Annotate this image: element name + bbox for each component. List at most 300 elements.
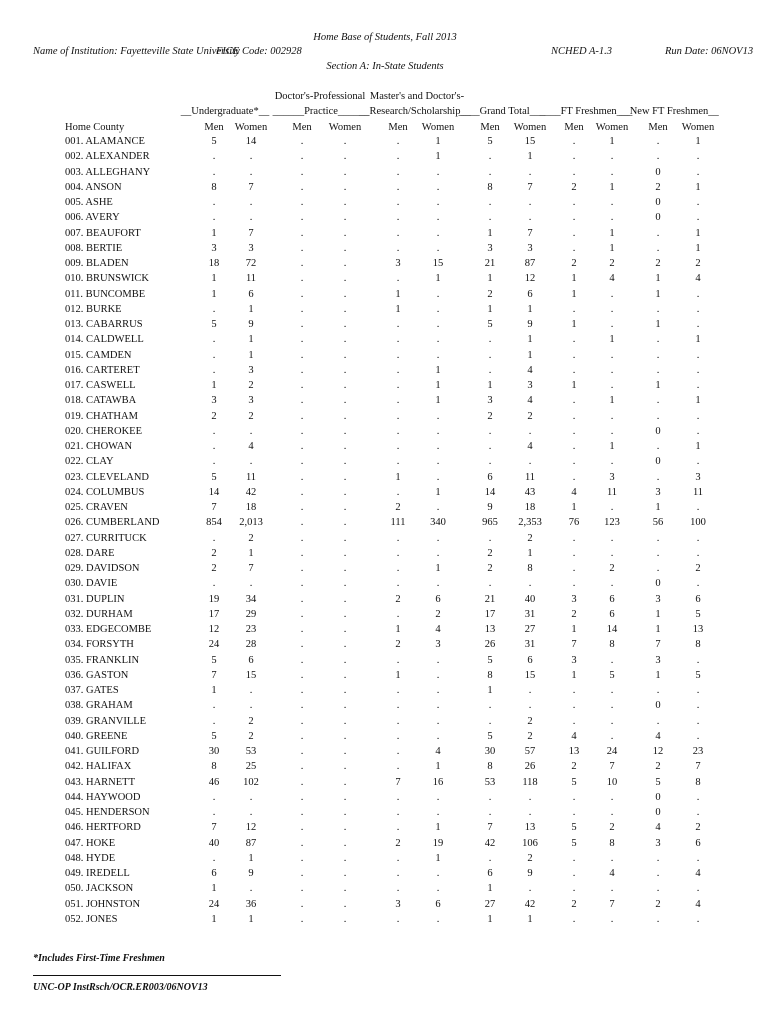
county-name: 003. ALLEGHANY bbox=[65, 166, 151, 178]
table-cell: 1 bbox=[211, 883, 217, 895]
table-cell: 6 bbox=[609, 593, 615, 605]
table-cell: . bbox=[656, 913, 660, 925]
table-cell: 2 bbox=[609, 822, 615, 834]
table-cell: 2 bbox=[527, 532, 533, 544]
table-cell: . bbox=[488, 791, 492, 803]
table-cell: . bbox=[396, 791, 400, 803]
table-cell: . bbox=[696, 807, 700, 818]
table-cell: 3 bbox=[571, 654, 577, 666]
table-cell: 5 bbox=[695, 669, 701, 681]
table-cell: 1 bbox=[527, 303, 533, 315]
table-cell: 24 bbox=[208, 639, 220, 651]
table-cell: . bbox=[436, 349, 440, 361]
table-cell: . bbox=[572, 868, 576, 879]
table-cell: . bbox=[300, 913, 304, 925]
county-name: 026. CUMBERLAND bbox=[65, 517, 160, 529]
table-cell: 2 bbox=[527, 715, 533, 727]
table-cell: . bbox=[488, 715, 492, 727]
table-cell: 87 bbox=[245, 837, 257, 849]
table-cell: 4 bbox=[695, 898, 701, 910]
table-cell: 12 bbox=[245, 822, 257, 834]
table-cell: . bbox=[572, 791, 576, 803]
table-row bbox=[0, 761, 770, 776]
table-cell: 1 bbox=[248, 303, 254, 315]
table-cell: . bbox=[436, 532, 440, 544]
table-cell: . bbox=[610, 303, 614, 315]
table-cell: . bbox=[300, 547, 304, 559]
table-cell: . bbox=[300, 700, 304, 712]
county-name: 009. BLADEN bbox=[65, 258, 129, 269]
table-cell: . bbox=[696, 349, 700, 361]
table-cell: . bbox=[396, 486, 400, 498]
table-cell: 6 bbox=[248, 654, 254, 666]
table-cell: . bbox=[696, 502, 700, 513]
table-row bbox=[0, 868, 770, 883]
table-cell: 0 bbox=[655, 456, 661, 468]
table-cell: . bbox=[572, 364, 576, 376]
table-cell: 1 bbox=[571, 380, 577, 391]
table-cell: 4 bbox=[527, 395, 533, 407]
col-group-prof: ______Practice______ bbox=[272, 106, 370, 117]
table-cell: . bbox=[343, 349, 347, 361]
table-row bbox=[0, 533, 770, 548]
table-cell: 8 bbox=[695, 776, 701, 788]
table-cell: . bbox=[396, 181, 400, 193]
table-cell: . bbox=[343, 532, 347, 544]
table-cell: 13 bbox=[692, 624, 704, 635]
table-cell: . bbox=[396, 242, 400, 254]
table-cell: . bbox=[436, 166, 440, 178]
table-cell: . bbox=[610, 791, 614, 803]
table-cell: 29 bbox=[245, 608, 257, 620]
table-cell: . bbox=[696, 685, 700, 696]
table-cell: 26 bbox=[524, 761, 536, 773]
table-cell: 111 bbox=[390, 517, 406, 529]
women-header: Women bbox=[595, 122, 629, 133]
table-cell: . bbox=[696, 212, 700, 224]
table-cell: 2 bbox=[655, 898, 661, 910]
table-cell: . bbox=[300, 242, 304, 254]
table-cell: 2 bbox=[487, 288, 493, 300]
table-cell: . bbox=[343, 822, 347, 834]
table-row bbox=[0, 212, 770, 227]
women-header: Women bbox=[328, 122, 362, 133]
table-cell: 6 bbox=[211, 868, 217, 879]
table-cell: . bbox=[436, 913, 440, 925]
table-cell: 87 bbox=[524, 258, 536, 269]
table-cell: . bbox=[528, 166, 532, 178]
col-group-grand-total: ____Grand Total___ bbox=[458, 106, 546, 117]
table-cell: . bbox=[396, 685, 400, 696]
table-cell: 1 bbox=[695, 334, 701, 346]
table-cell: . bbox=[396, 730, 400, 742]
table-row bbox=[0, 182, 770, 197]
table-cell: . bbox=[436, 441, 440, 452]
table-cell: . bbox=[396, 456, 400, 468]
table-cell: . bbox=[436, 242, 440, 254]
table-cell: 2 bbox=[248, 410, 254, 422]
table-cell: . bbox=[436, 212, 440, 224]
table-cell: . bbox=[610, 212, 614, 224]
table-row bbox=[0, 624, 770, 639]
table-cell: . bbox=[212, 852, 216, 864]
table-cell: 13 bbox=[484, 624, 496, 635]
table-cell: . bbox=[528, 212, 532, 224]
table-cell: . bbox=[212, 151, 216, 163]
table-cell: 1 bbox=[487, 913, 493, 925]
table-cell: . bbox=[656, 685, 660, 696]
table-cell: . bbox=[343, 715, 347, 727]
county-name: 027. CURRITUCK bbox=[65, 532, 147, 544]
table-cell: . bbox=[212, 349, 216, 361]
table-cell: 9 bbox=[487, 502, 493, 513]
table-cell: . bbox=[528, 791, 532, 803]
table-cell: . bbox=[572, 852, 576, 864]
table-cell: 2 bbox=[211, 410, 217, 422]
county-name: 029. DAVIDSON bbox=[65, 563, 140, 574]
table-cell: . bbox=[572, 547, 576, 559]
table-cell: . bbox=[488, 334, 492, 346]
report-code: NCHED A-1.3 bbox=[551, 46, 613, 57]
table-cell: . bbox=[396, 563, 400, 574]
table-row bbox=[0, 822, 770, 837]
table-cell: . bbox=[396, 273, 400, 285]
table-cell: . bbox=[488, 166, 492, 178]
table-cell: 4 bbox=[609, 273, 615, 285]
table-cell: 27 bbox=[484, 898, 496, 910]
table-cell: 13 bbox=[568, 746, 580, 757]
table-cell: 4 bbox=[655, 822, 661, 834]
table-cell: 2 bbox=[395, 837, 401, 849]
table-cell: 1 bbox=[609, 242, 615, 254]
table-cell: . bbox=[300, 258, 304, 269]
table-cell: 1 bbox=[211, 685, 217, 696]
table-cell: . bbox=[696, 730, 700, 742]
table-cell: . bbox=[610, 807, 614, 818]
table-cell: . bbox=[343, 288, 347, 300]
table-cell: 1 bbox=[527, 151, 533, 163]
table-cell: . bbox=[300, 852, 304, 864]
table-cell: 1 bbox=[435, 486, 441, 498]
table-cell: . bbox=[488, 456, 492, 468]
table-cell: 16 bbox=[432, 776, 444, 788]
table-cell: . bbox=[572, 456, 576, 468]
county-name: 017. CASWELL bbox=[65, 380, 136, 391]
table-cell: . bbox=[528, 425, 532, 437]
table-row bbox=[0, 777, 770, 792]
table-cell: . bbox=[343, 685, 347, 696]
table-cell: . bbox=[212, 807, 216, 818]
table-cell: 11 bbox=[606, 486, 618, 498]
table-cell: . bbox=[300, 395, 304, 407]
table-cell: . bbox=[343, 456, 347, 468]
table-cell: . bbox=[610, 288, 614, 300]
table-cell: . bbox=[396, 441, 400, 452]
table-cell: . bbox=[396, 197, 400, 208]
table-cell: . bbox=[610, 502, 614, 513]
table-cell: 1 bbox=[435, 563, 441, 574]
table-cell: 0 bbox=[655, 197, 661, 208]
table-cell: 1 bbox=[487, 380, 493, 391]
table-cell: . bbox=[696, 654, 700, 666]
table-cell: . bbox=[610, 166, 614, 178]
table-cell: . bbox=[696, 715, 700, 727]
table-cell: . bbox=[249, 197, 253, 208]
table-cell: . bbox=[488, 425, 492, 437]
table-cell: . bbox=[212, 532, 216, 544]
table-cell: 2 bbox=[527, 410, 533, 422]
table-cell: 9 bbox=[527, 868, 533, 879]
table-cell: 5 bbox=[487, 319, 493, 330]
table-cell: 1 bbox=[655, 380, 661, 391]
table-cell: . bbox=[212, 303, 216, 315]
table-cell: . bbox=[300, 456, 304, 468]
table-cell: 42 bbox=[484, 837, 496, 849]
table-cell: . bbox=[396, 608, 400, 620]
table-cell: 1 bbox=[571, 288, 577, 300]
table-cell: . bbox=[436, 654, 440, 666]
table-cell: 1 bbox=[609, 181, 615, 193]
footer-code: UNC-OP InstRsch/OCR.ER003/06NOV13 bbox=[33, 982, 208, 993]
table-cell: 3 bbox=[609, 471, 615, 483]
table-cell: . bbox=[343, 380, 347, 391]
table-row bbox=[0, 548, 770, 563]
county-name: 045. HENDERSON bbox=[65, 807, 150, 818]
table-cell: 3 bbox=[527, 380, 533, 391]
table-cell: 1 bbox=[655, 669, 661, 681]
table-cell: . bbox=[436, 547, 440, 559]
table-cell: . bbox=[343, 776, 347, 788]
table-cell: 3 bbox=[395, 898, 401, 910]
table-cell: . bbox=[249, 212, 253, 224]
table-cell: . bbox=[343, 181, 347, 193]
table-cell: . bbox=[396, 212, 400, 224]
table-cell: . bbox=[572, 913, 576, 925]
table-cell: 2 bbox=[487, 563, 493, 574]
table-cell: 118 bbox=[522, 776, 538, 788]
table-cell: 12 bbox=[208, 624, 220, 635]
table-cell: 1 bbox=[655, 288, 661, 300]
table-cell: . bbox=[249, 807, 253, 818]
county-name: 031. DUPLIN bbox=[65, 593, 125, 605]
table-row bbox=[0, 380, 770, 395]
table-cell: . bbox=[300, 761, 304, 773]
col-group-top-prof: Doctor's-Professional bbox=[274, 91, 366, 102]
table-cell: 1 bbox=[609, 395, 615, 407]
table-cell: . bbox=[656, 441, 660, 452]
table-cell: . bbox=[300, 791, 304, 803]
table-cell: . bbox=[656, 852, 660, 864]
table-cell: . bbox=[696, 913, 700, 925]
table-cell: 5 bbox=[211, 136, 217, 147]
table-cell: . bbox=[656, 410, 660, 422]
table-cell: . bbox=[300, 364, 304, 376]
table-cell: 24 bbox=[606, 746, 618, 757]
table-cell: . bbox=[300, 166, 304, 178]
table-cell: 14 bbox=[208, 486, 220, 498]
table-cell: 4 bbox=[695, 868, 701, 879]
table-cell: 18 bbox=[524, 502, 536, 513]
table-cell: 9 bbox=[527, 319, 533, 330]
table-cell: . bbox=[696, 883, 700, 895]
table-cell: . bbox=[656, 364, 660, 376]
table-cell: 6 bbox=[695, 593, 701, 605]
table-cell: . bbox=[488, 578, 492, 590]
table-cell: . bbox=[610, 715, 614, 727]
county-name: 013. CABARRUS bbox=[65, 319, 143, 330]
table-cell: 2 bbox=[695, 822, 701, 834]
table-row bbox=[0, 395, 770, 410]
table-cell: 2 bbox=[571, 181, 577, 193]
table-cell: . bbox=[343, 273, 347, 285]
county-name: 043. HARNETT bbox=[65, 776, 135, 788]
table-cell: 2 bbox=[211, 563, 217, 574]
table-cell: . bbox=[572, 425, 576, 437]
county-name: 022. CLAY bbox=[65, 456, 114, 468]
county-name: 025. CRAVEN bbox=[65, 502, 128, 513]
table-cell: . bbox=[300, 212, 304, 224]
table-cell: . bbox=[396, 364, 400, 376]
table-cell: 5 bbox=[655, 776, 661, 788]
table-cell: 1 bbox=[527, 349, 533, 361]
table-cell: . bbox=[436, 456, 440, 468]
table-cell: 19 bbox=[432, 837, 444, 849]
table-cell: . bbox=[436, 288, 440, 300]
table-cell: 3 bbox=[655, 486, 661, 498]
table-cell: 56 bbox=[652, 517, 664, 529]
table-cell: . bbox=[488, 349, 492, 361]
table-cell: 7 bbox=[527, 181, 533, 193]
county-name: 042. HALIFAX bbox=[65, 761, 132, 773]
table-cell: 2 bbox=[571, 258, 577, 269]
table-cell: 1 bbox=[527, 913, 533, 925]
table-cell: . bbox=[396, 395, 400, 407]
table-cell: 40 bbox=[524, 593, 536, 605]
table-cell: . bbox=[656, 136, 660, 147]
county-name: 028. DARE bbox=[65, 547, 115, 559]
table-row bbox=[0, 304, 770, 319]
table-cell: . bbox=[343, 364, 347, 376]
table-cell: 5 bbox=[487, 654, 493, 666]
table-cell: . bbox=[343, 608, 347, 620]
table-cell: . bbox=[343, 700, 347, 712]
table-cell: 2 bbox=[571, 608, 577, 620]
table-cell: . bbox=[572, 151, 576, 163]
table-cell: 2 bbox=[571, 898, 577, 910]
table-cell: 7 bbox=[211, 822, 217, 834]
county-name: 041. GUILFORD bbox=[65, 746, 140, 757]
table-row bbox=[0, 670, 770, 685]
table-cell: 123 bbox=[604, 517, 620, 529]
table-cell: . bbox=[572, 349, 576, 361]
table-cell: . bbox=[343, 303, 347, 315]
table-cell: . bbox=[610, 151, 614, 163]
table-cell: . bbox=[610, 685, 614, 696]
table-cell: 2 bbox=[211, 547, 217, 559]
table-cell: . bbox=[300, 776, 304, 788]
table-cell: 7 bbox=[487, 822, 493, 834]
table-cell: . bbox=[212, 578, 216, 590]
table-cell: 4 bbox=[571, 486, 577, 498]
table-cell: . bbox=[656, 242, 660, 254]
table-cell: 1 bbox=[695, 242, 701, 254]
table-cell: 1 bbox=[435, 761, 441, 773]
table-cell: . bbox=[696, 578, 700, 590]
table-row bbox=[0, 578, 770, 593]
table-cell: 23 bbox=[692, 746, 704, 757]
men-header: Men bbox=[204, 122, 224, 133]
table-cell: 5 bbox=[211, 730, 217, 742]
table-cell: 2 bbox=[435, 608, 441, 620]
table-cell: 9 bbox=[248, 868, 254, 879]
table-cell: 2 bbox=[655, 761, 661, 773]
table-row bbox=[0, 731, 770, 746]
table-cell: . bbox=[610, 456, 614, 468]
table-cell: 854 bbox=[206, 517, 222, 529]
table-cell: . bbox=[396, 425, 400, 437]
table-cell: 42 bbox=[524, 898, 536, 910]
table-cell: . bbox=[396, 822, 400, 834]
table-cell: . bbox=[343, 242, 347, 254]
table-row bbox=[0, 472, 770, 487]
table-cell: 4 bbox=[435, 746, 441, 757]
table-cell: 5 bbox=[211, 471, 217, 483]
table-cell: . bbox=[572, 242, 576, 254]
table-cell: . bbox=[656, 151, 660, 163]
table-cell: 1 bbox=[655, 273, 661, 285]
table-cell: 21 bbox=[484, 258, 496, 269]
table-cell: 2,353 bbox=[518, 517, 542, 529]
table-cell: . bbox=[300, 685, 304, 696]
table-cell: . bbox=[436, 807, 440, 818]
table-cell: . bbox=[212, 715, 216, 727]
table-cell: 1 bbox=[655, 624, 661, 635]
table-row bbox=[0, 411, 770, 426]
table-cell: 0 bbox=[655, 578, 661, 590]
table-cell: 8 bbox=[609, 837, 615, 849]
table-cell: 36 bbox=[245, 898, 257, 910]
county-name: 052. JONES bbox=[65, 913, 118, 925]
table-cell: . bbox=[696, 380, 700, 391]
table-cell: . bbox=[343, 258, 347, 269]
table-cell: . bbox=[696, 410, 700, 422]
table-cell: 1 bbox=[655, 502, 661, 513]
table-cell: . bbox=[212, 364, 216, 376]
table-cell: . bbox=[300, 593, 304, 605]
table-cell: . bbox=[436, 410, 440, 422]
table-cell: 1 bbox=[609, 227, 615, 239]
table-cell: 30 bbox=[484, 746, 496, 757]
table-cell: . bbox=[343, 639, 347, 651]
table-cell: . bbox=[656, 349, 660, 361]
table-cell: . bbox=[436, 181, 440, 193]
table-cell: . bbox=[249, 685, 253, 696]
table-cell: . bbox=[528, 883, 532, 895]
table-cell: . bbox=[300, 624, 304, 635]
table-cell: 6 bbox=[435, 593, 441, 605]
table-cell: 18 bbox=[245, 502, 257, 513]
table-cell: 18 bbox=[208, 258, 220, 269]
table-cell: 25 bbox=[245, 761, 257, 773]
table-cell: . bbox=[300, 303, 304, 315]
county-name: 020. CHEROKEE bbox=[65, 425, 142, 437]
table-row bbox=[0, 899, 770, 914]
table-cell: . bbox=[610, 425, 614, 437]
table-cell: . bbox=[610, 852, 614, 864]
table-cell: 1 bbox=[695, 136, 701, 147]
table-cell: . bbox=[436, 730, 440, 742]
table-cell: 1 bbox=[487, 303, 493, 315]
